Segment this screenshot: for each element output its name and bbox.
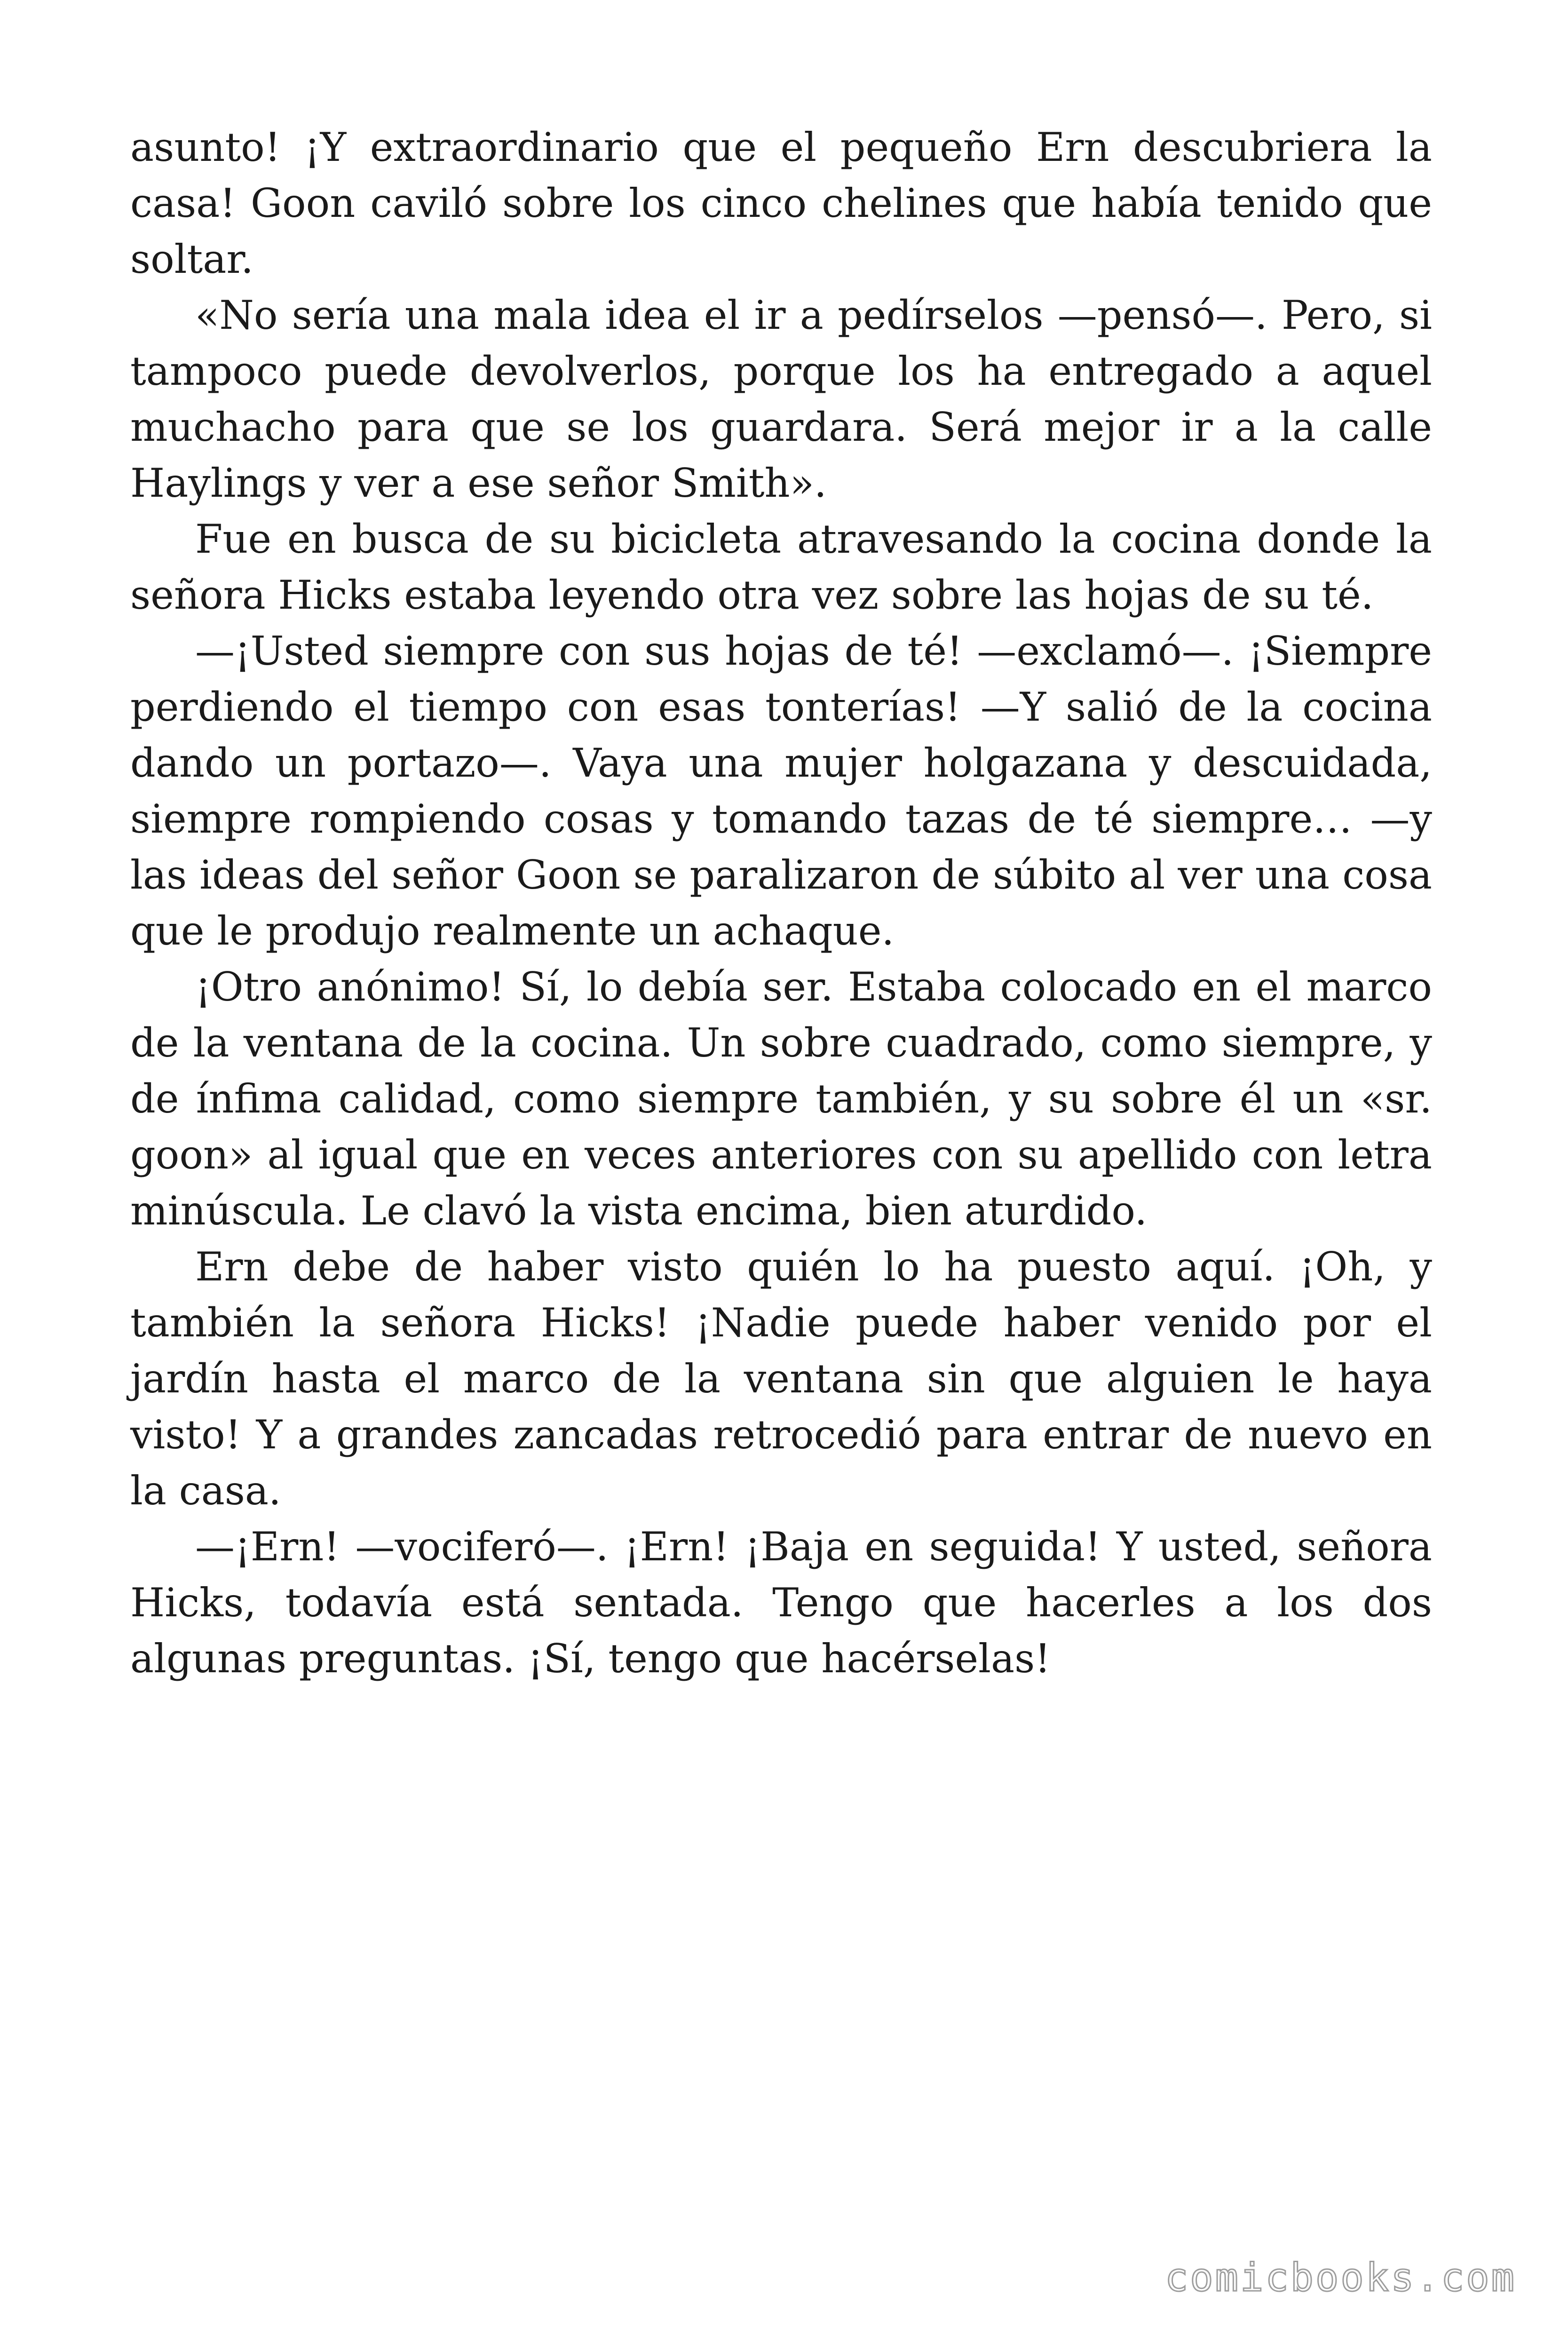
paragraph-2: «No sería una mala idea el ir a pedírselos —pensó—. Pero, si tampoco puede devolverlos, porque los ha entregado a aquel muchacho para que se los guardara. Será mejor ir a la calle Haylings y ver a ese señor Smith». (130, 292, 1432, 506)
paragraph-7: —¡Ern! —vociferó—. ¡Ern! ¡Baja en seguida! Y usted, señora Hicks, todavía está sentada. Tengo que hacerles a los dos algunas preguntas. ¡Sí, tengo que hacérselas! (130, 1524, 1432, 1682)
paragraph-6: Ern debe de haber visto quién lo ha puesto aquí. ¡Oh, y también la señora Hicks! ¡Nadie puede haber venido por el jardín hasta el marco de la ventana sin que alguien le haya visto! Y a grandes zancadas retrocedió para entrar de nuevo en la casa. (130, 1244, 1432, 1514)
paragraph-3: Fue en busca de su bicicleta atravesando la cocina donde la señora Hicks estaba leyendo otra vez sobre las hojas de su té. (130, 516, 1432, 618)
body-text (130, 119, 1432, 1687)
paragraph-1: asunto! ¡Y extraordinario que el pequeño Ern descubriera la casa! Goon caviló sobre los cinco chelines que había tenido que soltar. (130, 124, 1432, 282)
paragraph-5: ¡Otro anónimo! Sí, lo debía ser. Estaba colocado en el marco de la ventana de la cocina. Un sobre cuadrado, como siempre, y de ínfima calidad, como siempre también, y su sobre él un «sr. goon» al igual que en veces anteriores con su apellido con letra minúscula. Le clavó la vista encima, bien aturdido. (130, 964, 1432, 1234)
paragraph-4: —¡Usted siempre con sus hojas de té! —exclamó—. ¡Siempre perdiendo el tiempo con esas tonterías! —Y salió de la cocina dando un portazo—. Vaya una mujer holgazana y descuidada, siempre rompiendo cosas y tomando tazas de té siempre… —y las ideas del señor Goon se paralizaron de súbito al ver una cosa que le produjo realmente un achaque. (130, 628, 1432, 954)
watermark: comicbooks.com (1164, 2256, 1516, 2300)
